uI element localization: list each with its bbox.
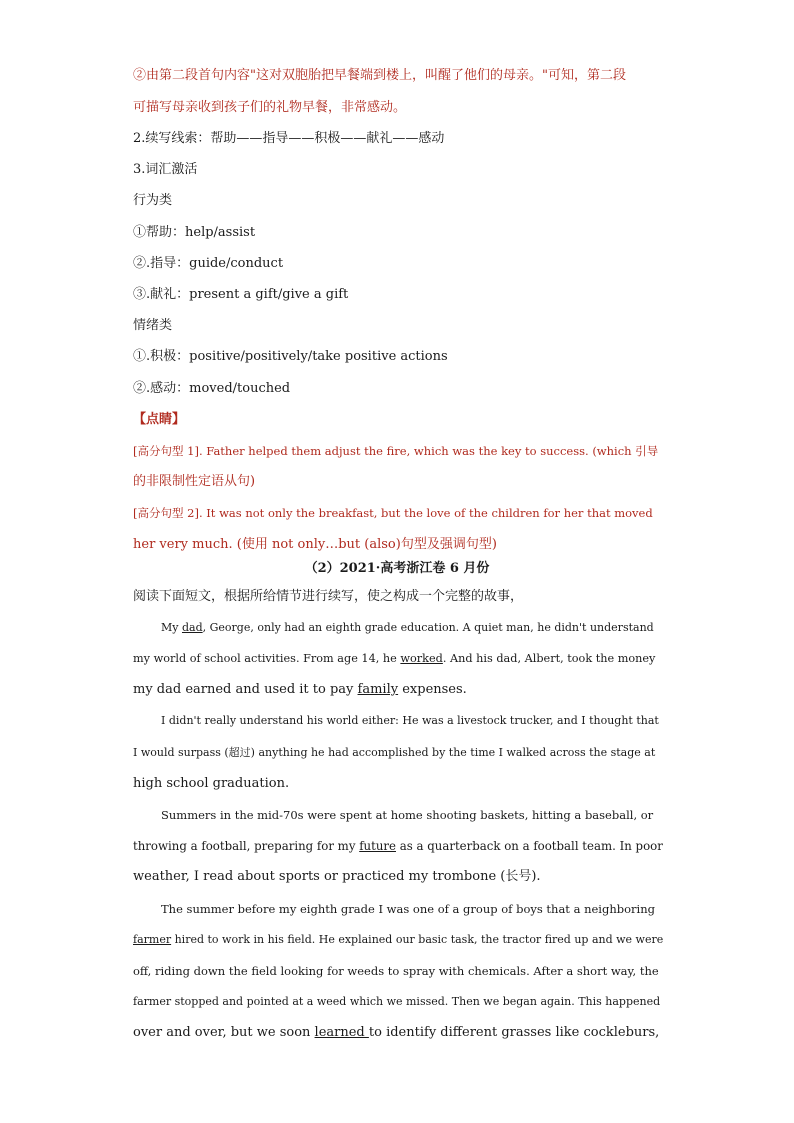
text-run: expenses. bbox=[398, 682, 467, 697]
underlined-word: learned bbox=[314, 1025, 369, 1040]
behavior-heading: 行为类 bbox=[133, 193, 173, 208]
vocab-heading: 3.词汇激活 bbox=[133, 162, 198, 177]
text-run: My bbox=[161, 621, 182, 634]
underlined-word: worked bbox=[400, 652, 443, 665]
analysis-point2-line1: ②由第二段首句内容"这对双胞胎把早餐端到楼上，叫醒了他们的母亲。"可知，第二段 bbox=[133, 68, 626, 83]
text-run: throwing a football, preparing for my bbox=[133, 839, 360, 853]
story-line bbox=[133, 1024, 663, 1042]
section-instruction: 阅读下面短文，根据所给情节进行续写，使之构成一个完整的故事， bbox=[133, 589, 524, 604]
behavior-item: ①帮助：help/assist bbox=[133, 225, 256, 240]
story-line: weather, I read about sports or practiced my trombone (长号). bbox=[133, 869, 541, 884]
story-line bbox=[133, 837, 663, 855]
story-line: off, riding down the field looking for weeds to spray with chemicals. After a short way, the bbox=[133, 964, 659, 978]
story-line: I didn't really understand his world either: He was a livestock trucker, and I thought that bbox=[161, 714, 659, 727]
analysis-clues: 2.续写线索：帮助——指导——积极——献礼——感动 bbox=[133, 131, 445, 146]
text-run: my world of school activities. From age 14, he bbox=[133, 652, 401, 665]
story-line bbox=[133, 931, 663, 949]
story-line: Summers in the mid-70s were spent at home shooting baskets, hitting a baseball, or bbox=[161, 808, 654, 822]
story-line: farmer stopped and pointed at a weed which we missed. Then we began again. This happened bbox=[133, 995, 661, 1008]
text-run: to identify different grasses like cockleburs, bbox=[368, 1025, 660, 1040]
underlined-word: future bbox=[359, 839, 396, 853]
emotion-heading: 情绪类 bbox=[133, 318, 173, 333]
section-title: （2）2021·高考浙江卷 6 月份 bbox=[304, 561, 490, 576]
story-line: I would surpass (超过) anything he had accomplished by the time I walked across the stage at bbox=[133, 746, 656, 759]
behavior-item: ②.指导：guide/conduct bbox=[133, 256, 284, 271]
highlight-label: 【点睛】 bbox=[133, 412, 186, 427]
story-line: The summer before my eighth grade I was one of a group of boys that a neighboring bbox=[161, 902, 655, 916]
text-run: , George, only had an eighth grade education. A quiet man, he didn't understand bbox=[202, 621, 654, 634]
story-line bbox=[133, 650, 663, 668]
text-run: . And his dad, Albert, took the money bbox=[442, 652, 656, 665]
underlined-word: family bbox=[357, 682, 399, 697]
sentence1-line2: 的非限制性定语从句) bbox=[133, 474, 256, 489]
story-line: high school graduation. bbox=[133, 776, 290, 791]
behavior-item: ③.献礼：present a gift/give a gift bbox=[133, 287, 349, 302]
text-run: my dad earned and used it to pay bbox=[133, 682, 358, 697]
analysis-point2-line2: 可描写母亲收到孩子们的礼物早餐，非常感动。 bbox=[133, 100, 407, 115]
text-run: hired to work in his field. He explained our basic task, the tractor fired up and we were bbox=[171, 933, 664, 946]
sentence2-line2: her very much. (使用 not only…but (also)句型及强调句型) bbox=[133, 537, 497, 552]
underlined-word: dad bbox=[181, 621, 203, 634]
story-line bbox=[161, 619, 663, 637]
emotion-item: ②.感动：moved/touched bbox=[133, 381, 291, 396]
story-line bbox=[133, 681, 663, 699]
sentence2-line1: [高分句型 2]. It was not only the breakfast, but the love of the children for her that moved bbox=[133, 506, 653, 520]
underlined-word: farmer bbox=[133, 933, 172, 946]
text-run: over and over, but we soon bbox=[133, 1025, 315, 1040]
sentence1-line1: [高分句型 1]. Father helped them adjust the fire, which was the key to success. (which 引导 bbox=[133, 444, 659, 458]
text-run: as a quarterback on a football team. In poor bbox=[395, 839, 663, 853]
emotion-item: ①.积极：positive/positively/take positive actions bbox=[133, 349, 448, 364]
